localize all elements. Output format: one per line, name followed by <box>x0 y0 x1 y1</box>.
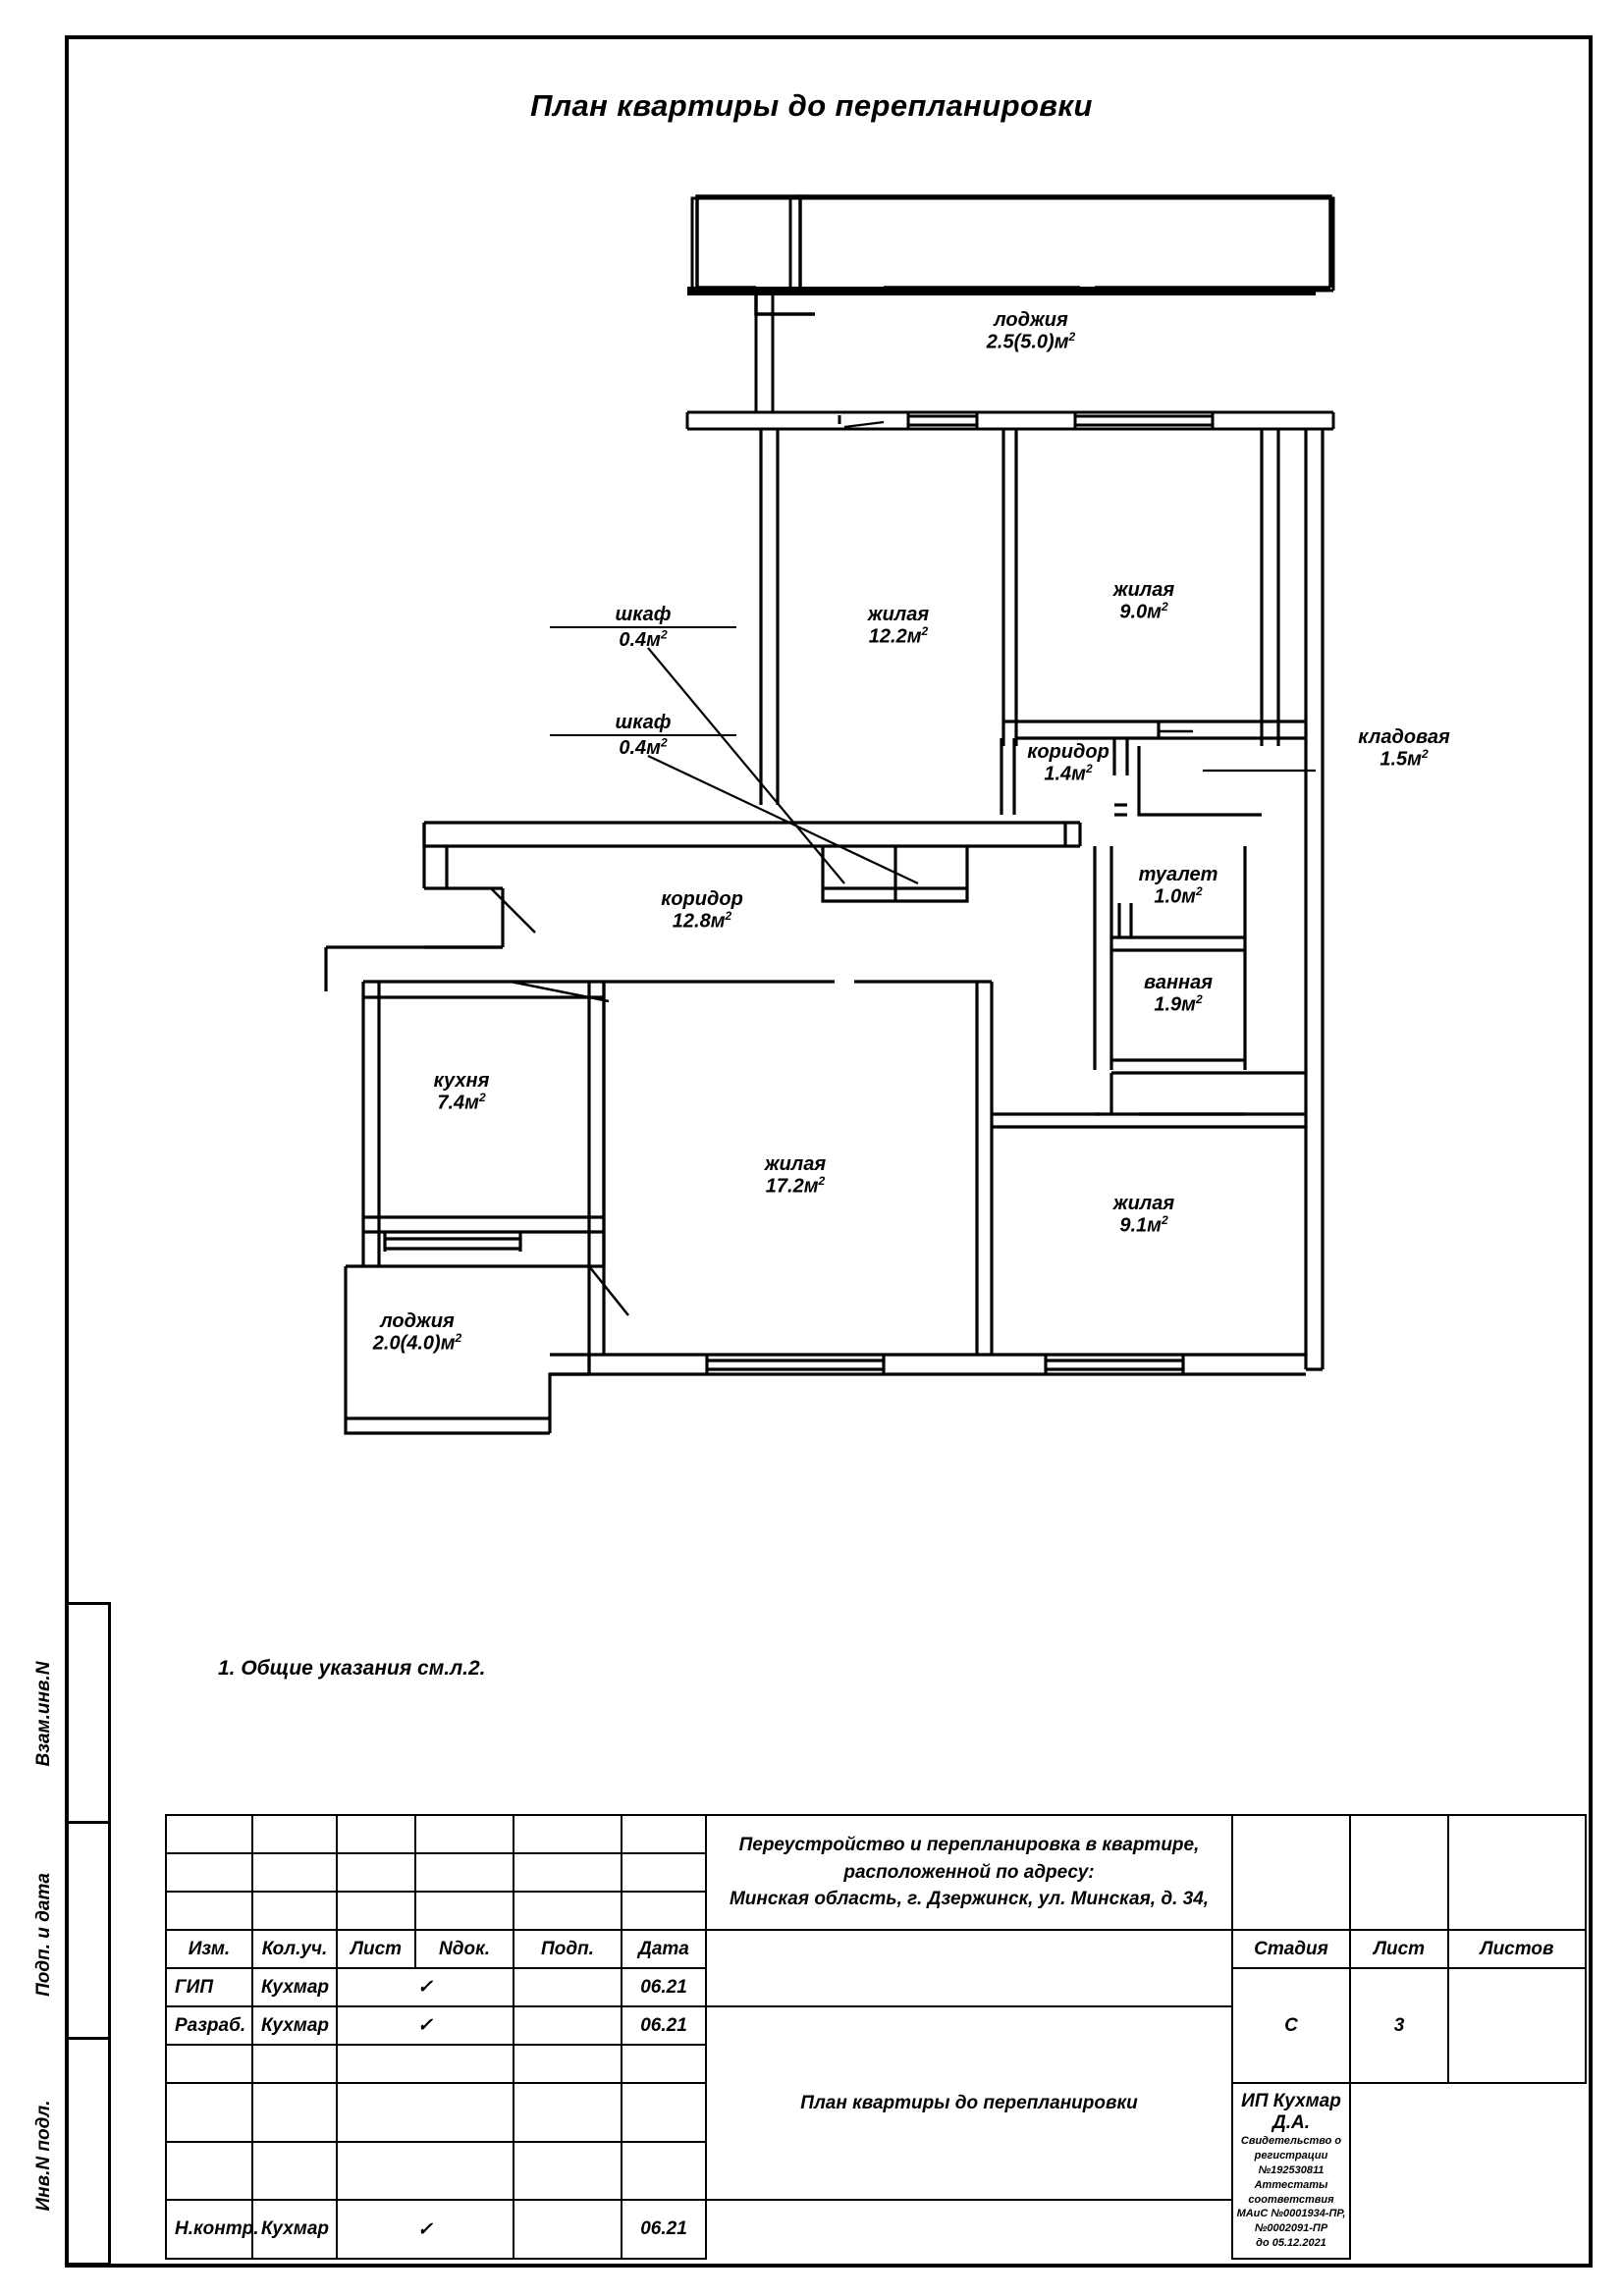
rev-cell <box>514 1815 622 1853</box>
role-empty-3-sign <box>337 2142 514 2201</box>
room-label-living-12-2: жилая $12.2м^2$ <box>867 604 930 649</box>
role-gip-podp <box>514 1968 622 2006</box>
rev-cell <box>514 1892 622 1930</box>
rev-header-list: Лист <box>337 1930 415 1968</box>
room-label-bathroom: ванная $1.9м^2$ <box>1144 972 1213 1017</box>
rev-cell <box>415 1815 514 1853</box>
room-label-living-9-1: жилая $9.1м^2$ <box>1112 1193 1175 1238</box>
rev-cell <box>166 1853 252 1892</box>
rev-cell <box>337 1815 415 1853</box>
firm-line-1: Свидетельство о регистрации №192530811 <box>1240 2135 1342 2176</box>
role-razrab: Разраб. <box>166 2006 252 2045</box>
rev-cell <box>337 1892 415 1930</box>
rev-cell <box>252 1815 337 1853</box>
side-label-podp-data: Подп. и дата <box>33 1873 54 1997</box>
rev-header-data: Дата <box>622 1930 706 1968</box>
side-column <box>65 1602 111 2266</box>
side-divider-1 <box>65 1821 108 1824</box>
document-name: План квартиры до перепланировки <box>706 2006 1232 2200</box>
rev-cell <box>415 1892 514 1930</box>
rev-cell <box>622 1892 706 1930</box>
role-empty-2-name <box>252 2083 337 2142</box>
role-empty-3-podp <box>514 2142 622 2201</box>
role-empty-3-name <box>252 2142 337 2201</box>
stamp-spacer-3 <box>1448 1815 1586 1930</box>
title-block <box>165 1814 1585 2260</box>
rev-cell <box>252 1892 337 1930</box>
rev-header-ndok: Nдок. <box>415 1930 514 1968</box>
side-label-inv-podl: Инв.N подл. <box>33 2100 54 2212</box>
room-label-loggia-top: лоджия $2.5(5.0)м^2$ <box>986 309 1076 354</box>
room-label-corridor-1-4: коридор $1.4м^2$ <box>1027 741 1109 786</box>
role-empty-2 <box>166 2083 252 2142</box>
room-label-corridor-12-8: коридор $12.8м^2$ <box>661 888 743 934</box>
room-label-loggia-bottom: лоджия $2.0(4.0)м^2$ <box>372 1310 462 1356</box>
role-empty-2-date <box>622 2083 706 2142</box>
sheets-value <box>1448 1968 1586 2083</box>
room-label-storage-1-5: кладовая $1.5м^2$ <box>1358 726 1450 772</box>
project-title-line1: Переустройство и перепланировка в квартире, расположенной по адресу: <box>738 1835 1200 1883</box>
room-label-closet-2: шкаф $0.4м^2$ <box>550 712 736 759</box>
rev-header-koluch: Кол.уч. <box>252 1930 337 1968</box>
rev-header-izm: Изм. <box>166 1930 252 1968</box>
rev-cell <box>166 1815 252 1853</box>
project-title-line2: Минская область, г. Дзержинск, ул. Минская, д. 34, <box>729 1889 1210 1910</box>
role-razrab-name: Кухмар <box>252 2006 337 2045</box>
sheet-header: Лист <box>1350 1930 1448 1968</box>
room-label-kitchen: кухня $7.4м^2$ <box>433 1070 490 1115</box>
role-empty-1-sign <box>337 2045 514 2083</box>
stage-header: Стадия <box>1232 1930 1350 1968</box>
rev-cell <box>337 1853 415 1892</box>
role-empty-2-podp <box>514 2083 622 2142</box>
rev-cell <box>514 1853 622 1892</box>
side-label-zam: Взам.инв.N <box>33 1661 54 1767</box>
role-empty-1 <box>166 2045 252 2083</box>
role-empty-3-date <box>622 2142 706 2201</box>
rev-header-podp: Подп. <box>514 1930 622 1968</box>
sheet-value: 3 <box>1350 1968 1448 2083</box>
drawing-title: План квартиры до перепланировки <box>530 88 1093 123</box>
stamp-blank-mid <box>706 1930 1232 2006</box>
stamp-spacer-2 <box>1350 1815 1448 1930</box>
role-gip: ГИП <box>166 1968 252 2006</box>
room-label-living-9-0: жилая $9.0м^2$ <box>1112 579 1175 624</box>
role-empty-1-name <box>252 2045 337 2083</box>
room-label-toilet: туалет $1.0м^2$ <box>1138 864 1218 909</box>
project-title-cell <box>706 1815 1232 1930</box>
role-empty-3 <box>166 2142 252 2201</box>
role-nkontr-sign: ✓ <box>337 2200 514 2259</box>
role-nkontr-date: 06.21 <box>622 2200 706 2259</box>
role-empty-2-sign <box>337 2083 514 2142</box>
stamp-spacer-1 <box>1232 1815 1350 1930</box>
role-nkontr-podp <box>514 2200 622 2259</box>
role-gip-name: Кухмар <box>252 1968 337 2006</box>
side-divider-2 <box>65 2037 108 2040</box>
role-razrab-date: 06.21 <box>622 2006 706 2045</box>
firm-line-3: до 05.12.2021 <box>1256 2237 1326 2250</box>
role-razrab-sign: ✓ <box>337 2006 514 2045</box>
rev-cell <box>622 1853 706 1892</box>
firm-block <box>1232 2083 1350 2259</box>
stage-value: С <box>1232 1968 1350 2083</box>
role-razrab-podp <box>514 2006 622 2045</box>
role-nkontr-name: Кухмар <box>252 2200 337 2259</box>
rev-cell <box>622 1815 706 1853</box>
role-nkontr: Н.контр. <box>166 2200 252 2259</box>
role-empty-1-date <box>622 2045 706 2083</box>
rev-cell <box>252 1853 337 1892</box>
role-gip-sign: ✓ <box>337 1968 514 2006</box>
rev-cell <box>166 1892 252 1930</box>
firm-line-2: Аттестаты соответствия МАиС №0001934-ПР, №0002091-ПР <box>1236 2178 1346 2235</box>
room-label-living-17-2: жилая $17.2м^2$ <box>764 1153 827 1199</box>
firm-name: ИП Кухмар Д.А. <box>1241 2091 1341 2134</box>
role-empty-1-podp <box>514 2045 622 2083</box>
sheets-header: Листов <box>1448 1930 1586 1968</box>
rev-cell <box>415 1853 514 1892</box>
room-label-closet-1: шкаф $0.4м^2$ <box>550 604 736 651</box>
role-gip-date: 06.21 <box>622 1968 706 2006</box>
general-note: 1. Общие указания см.л.2. <box>218 1657 486 1680</box>
